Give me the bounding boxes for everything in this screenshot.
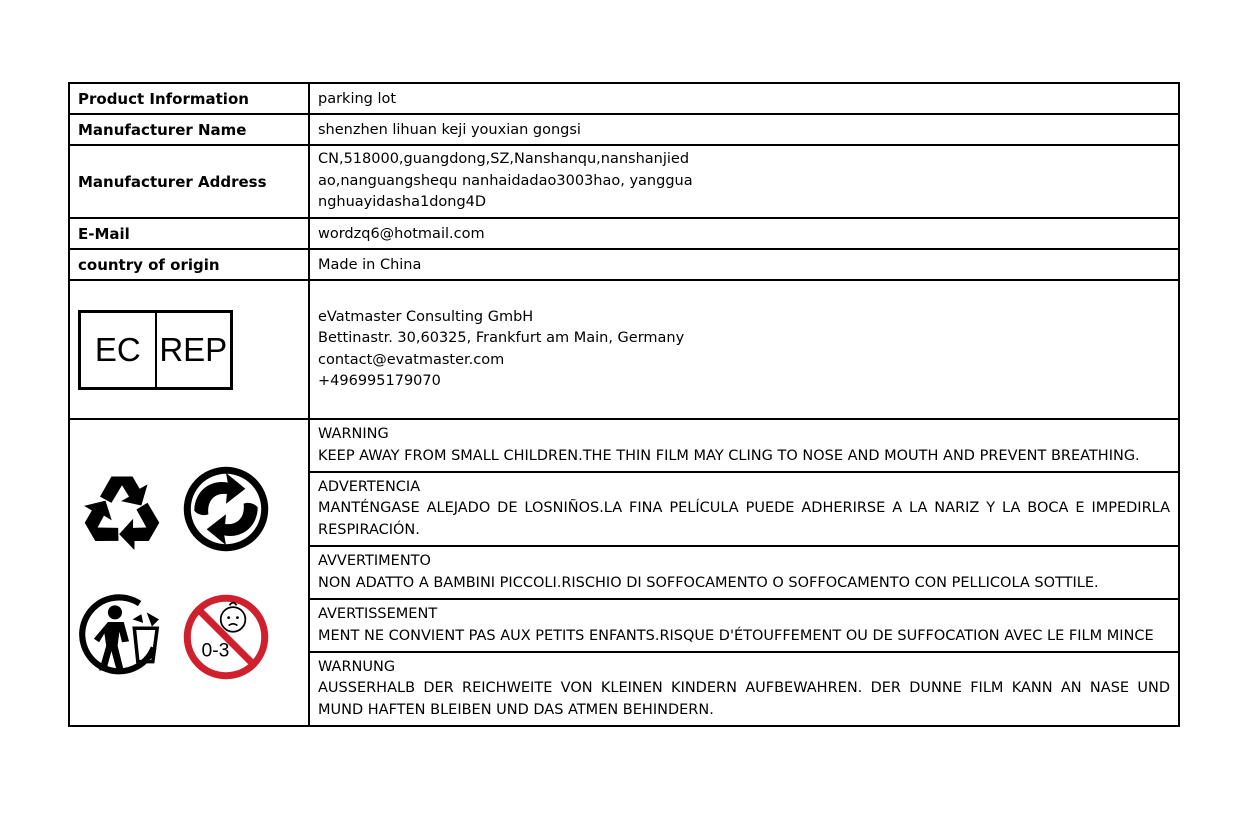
label-country-of-origin: country of origin bbox=[69, 249, 309, 280]
warning-text: NON ADATTO A BAMBINI PICCOLI.RISCHIO DI SOFFOCAMENTO O SOFFOCAMENTO CON PELLICOLA SOTTILE. bbox=[318, 574, 1099, 591]
address-line: CN,518000,guangdong,SZ,Nanshanqu,nanshanjied bbox=[318, 151, 690, 168]
value-manufacturer-address bbox=[309, 145, 1179, 218]
value-country-of-origin: Made in China bbox=[309, 249, 1179, 280]
symbols-cell bbox=[69, 419, 309, 726]
ec-rep-details bbox=[309, 280, 1179, 419]
row-warning-en bbox=[69, 419, 1179, 472]
address-line: nghuayidasha1dong4D bbox=[318, 194, 487, 211]
ec-rep-address: Bettinastr. 30,60325, Frankfurt am Main, Germany bbox=[318, 330, 685, 346]
ec-rep-phone: +496995179070 bbox=[318, 373, 441, 389]
symbols-grid bbox=[78, 465, 300, 681]
ec-rep-left: EC bbox=[94, 330, 141, 368]
age-range-label: 0-3 bbox=[201, 638, 230, 661]
row-manufacturer-address bbox=[69, 145, 1179, 218]
row-product-information bbox=[69, 83, 1179, 114]
label-manufacturer-name: Manufacturer Name bbox=[69, 114, 309, 145]
no-children-0-3-icon bbox=[182, 593, 270, 681]
product-info-table bbox=[68, 82, 1180, 727]
row-country-of-origin bbox=[69, 249, 1179, 280]
ec-rep-symbol-cell bbox=[69, 280, 309, 419]
label-product-information: Product Information bbox=[69, 83, 309, 114]
warning-title: WARNUNG bbox=[318, 658, 396, 675]
value-email: wordzq6@hotmail.com bbox=[309, 218, 1179, 249]
ec-rep-symbol bbox=[78, 310, 233, 390]
warning-text: MANTÉNGASE ALEJADO DE LOSNIÑOS.LA FINA PELÍCULA PUEDE ADHERIRSE A LA NARIZ Y LA BOCA E IMPEDIRLA RESPIRACIÓN. bbox=[318, 500, 1170, 538]
green-dot-icon bbox=[182, 465, 270, 553]
warning-it bbox=[309, 546, 1179, 599]
warning-de bbox=[309, 652, 1179, 726]
warning-text: KEEP AWAY FROM SMALL CHILDREN.THE THIN FILM MAY CLING TO NOSE AND MOUTH AND PREVENT BREATHING. bbox=[318, 447, 1140, 464]
value-product-information: parking lot bbox=[309, 83, 1179, 114]
warning-text: MENT NE CONVIENT PAS AUX PETITS ENFANTS.RISQUE D'ÉTOUFFEMENT OU DE SUFFOCATION AVEC LE FILM MINCE bbox=[318, 627, 1154, 644]
warning-es bbox=[309, 472, 1179, 546]
row-ec-rep bbox=[69, 280, 1179, 419]
tidyman-icon bbox=[78, 593, 166, 681]
warning-title: ADVERTENCIA bbox=[318, 478, 421, 495]
warning-title: AVERTISSEMENT bbox=[318, 606, 438, 622]
ec-rep-company: eVatmaster Consulting GmbH bbox=[318, 308, 534, 325]
warning-title: WARNING bbox=[318, 426, 389, 442]
label-manufacturer-address: Manufacturer Address bbox=[69, 145, 309, 218]
row-email bbox=[69, 218, 1179, 249]
warning-fr bbox=[309, 599, 1179, 652]
row-manufacturer-name bbox=[69, 114, 1179, 145]
address-line: ao,nanguangshequ nanhaidadao3003hao, yanggua bbox=[318, 172, 693, 189]
warning-title: AVVERTIMENTO bbox=[318, 553, 431, 569]
warning-text: AUSSERHALB DER REICHWEITE VON KLEINEN KINDERN AUFBEWAHREN. DER DUNNE FILM KANN AN NASE UND MUND HAFTEN BLEIBEN UND DAS ATMEN BEHINDERN. bbox=[318, 680, 1170, 718]
recycle-icon bbox=[78, 465, 166, 553]
ec-rep-email: contact@evatmaster.com bbox=[318, 351, 505, 368]
ec-rep-right: REP bbox=[155, 313, 231, 387]
warning-en bbox=[309, 419, 1179, 472]
value-manufacturer-name: shenzhen lihuan keji youxian gongsi bbox=[309, 114, 1179, 145]
label-email: E-Mail bbox=[69, 218, 309, 249]
